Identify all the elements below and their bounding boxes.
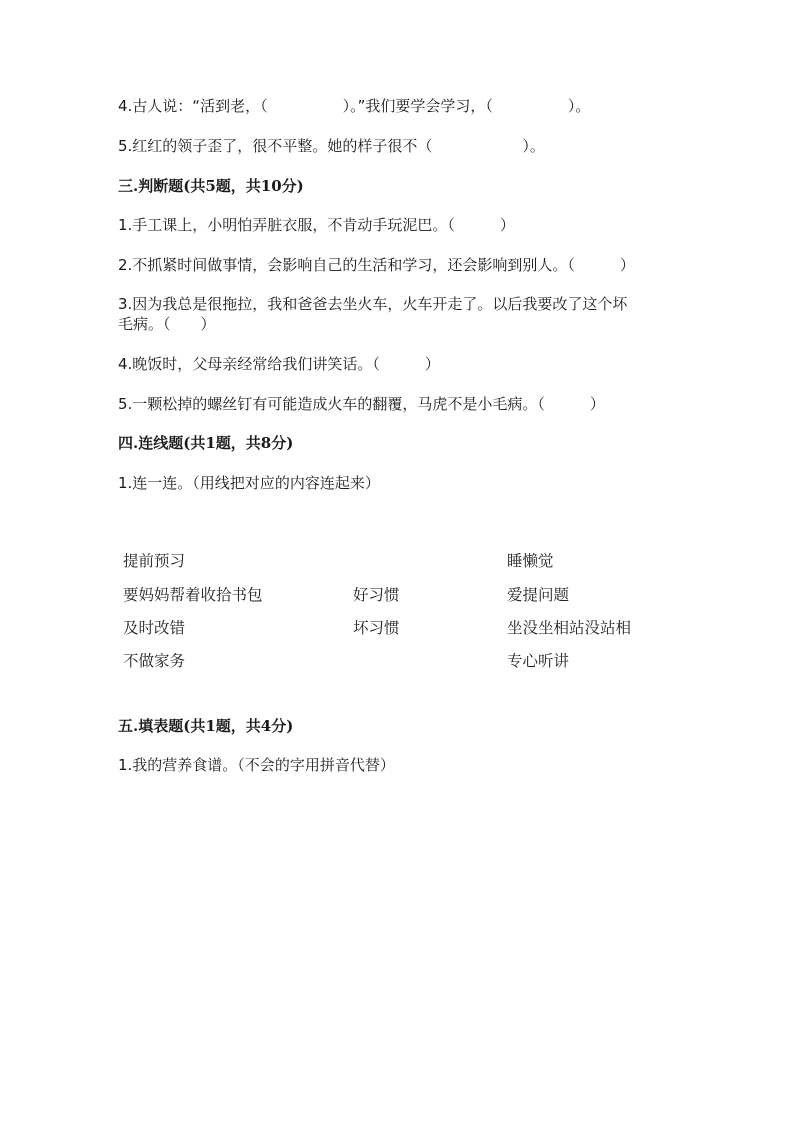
judge-question-3-line-1: 3.因为我总是很拖拉，我和爸爸去坐火车，火车开走了。以后我要改了这个坏: [118, 295, 628, 313]
judge-question-5: 5.一颗松掉的螺丝钉有可能造成火车的翻覆，马虎不是小毛病。（ ）: [118, 395, 605, 413]
match-left-item: 不做家务: [123, 652, 186, 670]
match-left-item: 及时改错: [123, 619, 186, 637]
judge-question-3-line-2: 毛病。（ ）: [118, 315, 216, 333]
fill-blank-question-4: 4.古人说：“活到老，（ ）。”我们要学会学习，（ ）。: [118, 97, 591, 115]
fill-blank-question-5: 5.红红的领子歪了，很不平整。她的样子很不（ ）。: [118, 137, 545, 155]
match-right-item: 专心听讲: [507, 652, 570, 670]
judge-question-1: 1.手工课上，小明怕弄脏衣服，不肯动手玩泥巴。（ ）: [118, 216, 515, 234]
section-5-heading: 五.填表题(共1题，共4分): [118, 717, 294, 735]
match-middle-item: 坏习惯: [353, 619, 400, 637]
judge-question-2: 2.不抓紧时间做事情，会影响自己的生活和学习，还会影响到别人。（ ）: [118, 256, 635, 274]
section-4-heading: 四.连线题(共1题，共8分): [118, 434, 294, 452]
match-middle-item: 好习惯: [353, 586, 400, 604]
match-left-item: 要妈妈帮着收拾书包: [123, 586, 263, 604]
judge-question-4: 4.晚饭时，父母亲经常给我们讲笑话。（ ）: [118, 355, 440, 373]
match-right-item: 睡懒觉: [507, 552, 554, 570]
section-3-heading: 三.判断题(共5题，共10分): [118, 177, 304, 195]
match-question-1: 1.连一连。（用线把对应的内容连起来）: [118, 474, 380, 492]
match-right-item: 爱提问题: [507, 586, 570, 604]
table-question-1: 1.我的营养食谱。（不会的字用拼音代替）: [118, 756, 395, 774]
match-right-item: 坐没坐相站没站相: [507, 619, 632, 637]
match-left-item: 提前预习: [123, 552, 186, 570]
